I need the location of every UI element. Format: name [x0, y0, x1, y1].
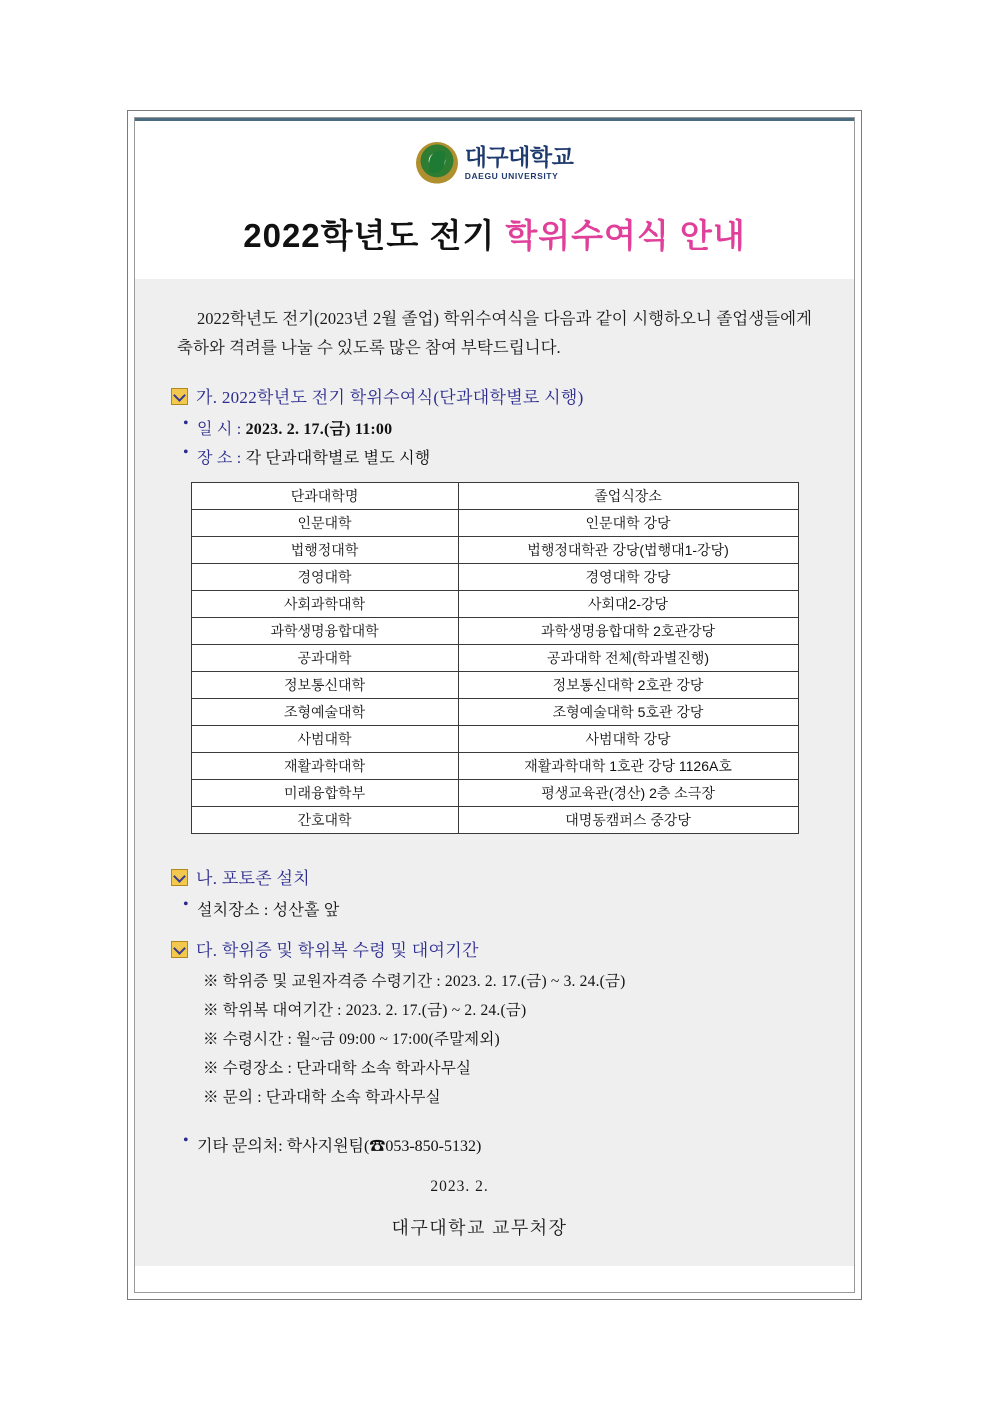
column-header-college: 단과대학명 — [191, 482, 458, 509]
table-row — [191, 698, 798, 725]
page-title-year: 2022학년도 전기 — [243, 217, 496, 254]
issue-date: 2023. 2. — [430, 1177, 489, 1195]
table-row — [191, 536, 798, 563]
cell-venue: 대명동캠퍼스 중강당 — [458, 806, 798, 833]
cell-college: 조형예술대학 — [191, 698, 458, 725]
section-b-heading-text: 나. 포토존 설치 — [196, 868, 310, 888]
cell-venue: 재활과학대학 1호관 강당 1126A호 — [458, 752, 798, 779]
intro-text: 2022학년도 전기(2023년 2월 졸업) 학위수여식을 다음과 같이 시행하오니 졸업생들에게 축하와 격려를 나눌 수 있도록 많은 참여 부탁드립니다. — [177, 309, 812, 357]
document-page — [127, 110, 862, 1300]
venue-table-body — [191, 482, 798, 833]
table-row — [191, 644, 798, 671]
section-c-note: ※ 문의 : 단과대학 소속 학과사무실 — [203, 1088, 441, 1106]
table-row — [191, 752, 798, 779]
section-a-place-value: 각 단과대학별로 별도 시행 — [245, 449, 431, 467]
section-a-heading — [171, 383, 854, 408]
page-title-subject: 학위수여식 안내 — [505, 217, 746, 254]
section-c-note: ※ 학위복 대여기간 : 2023. 2. 17.(금) ~ 2. 24.(금) — [203, 1001, 527, 1019]
contact-info: • 기타 문의처: 학사지원팀(☎053-850-5132) — [183, 1133, 854, 1156]
section-b-bullet-text: 설치장소 : 성산홀 앞 — [197, 901, 340, 919]
section-b-heading — [171, 864, 854, 889]
section-c-heading — [171, 936, 854, 961]
university-name-english: DAEGU UNIVERSITY — [464, 170, 559, 181]
section-c-note: ※ 학위증 및 교원자격증 수령기간 : 2023. 2. 17.(금) ~ 3. 24.(금) — [203, 972, 626, 990]
venue-table — [191, 482, 799, 834]
cell-college: 법행정대학 — [191, 536, 458, 563]
column-header-venue: 졸업식장소 — [458, 482, 798, 509]
document-body — [135, 279, 854, 1266]
cell-venue: 사범대학 강당 — [458, 725, 798, 752]
cell-college: 사범대학 — [191, 725, 458, 752]
cell-venue: 정보통신대학 2호관 강당 — [458, 671, 798, 698]
page-title — [135, 210, 854, 257]
cell-venue: 과학생명융합대학 2호관강당 — [458, 617, 798, 644]
cell-venue: 인문대학 강당 — [458, 509, 798, 536]
intro-paragraph — [135, 279, 854, 363]
cell-college: 정보통신대학 — [191, 671, 458, 698]
university-emblem-icon — [416, 142, 458, 184]
table-row — [191, 779, 798, 806]
cell-venue: 법행정대학관 강당(법행대1-강당) — [458, 536, 798, 563]
arrow-down-right-icon — [171, 388, 188, 405]
section-a-datetime-value: 2023. 2. 17.(금) 11:00 — [245, 420, 393, 438]
document-header — [135, 118, 854, 257]
section-a-datetime-label: 일 시 : — [197, 420, 246, 438]
signature-line: 대구대학교 교무처장 — [391, 1217, 568, 1238]
section-b-bullet — [183, 897, 854, 920]
table-row — [191, 509, 798, 536]
section-c-heading-text: 다. 학위증 및 학위복 수령 및 대여기간 — [196, 940, 479, 960]
table-row — [191, 671, 798, 698]
section-c-note: ※ 수령장소 : 단과대학 소속 학과사무실 — [203, 1059, 472, 1077]
cell-venue: 공과대학 전체(학과별진행) — [458, 644, 798, 671]
table-row — [191, 806, 798, 833]
document-page-inner — [134, 117, 855, 1293]
table-row — [191, 590, 798, 617]
top-accent-rule — [135, 118, 854, 121]
university-logo-text — [465, 145, 574, 180]
section-a-place — [183, 445, 854, 468]
university-logo — [135, 138, 854, 188]
cell-college: 미래융합학부 — [191, 779, 458, 806]
table-row — [191, 563, 798, 590]
section-c-note: ※ 수령시간 : 월~금 09:00 ~ 17:00(주말제외) — [203, 1030, 500, 1048]
cell-college: 공과대학 — [191, 644, 458, 671]
cell-college: 인문대학 — [191, 509, 458, 536]
cell-college: 간호대학 — [191, 806, 458, 833]
cell-college: 과학생명융합대학 — [191, 617, 458, 644]
cell-venue: 평생교육관(경산) 2층 소극장 — [458, 779, 798, 806]
section-a-place-label: 장 소 : — [197, 449, 246, 467]
table-row — [191, 725, 798, 752]
table-header-row — [191, 482, 798, 509]
arrow-down-right-icon — [171, 869, 188, 886]
university-name-korean: 대구대학교 — [464, 144, 574, 171]
section-a-heading-text: 가. 2022학년도 전기 학위수여식(단과대학별로 시행) — [196, 387, 584, 407]
cell-college: 사회과학대학 — [191, 590, 458, 617]
section-a-datetime — [183, 416, 854, 439]
table-row — [191, 617, 798, 644]
cell-college: 재활과학대학 — [191, 752, 458, 779]
arrow-down-right-icon — [171, 941, 188, 958]
cell-venue: 조형예술대학 5호관 강당 — [458, 698, 798, 725]
cell-venue: 경영대학 강당 — [458, 563, 798, 590]
cell-venue: 사회대2-강당 — [458, 590, 798, 617]
cell-college: 경영대학 — [191, 563, 458, 590]
